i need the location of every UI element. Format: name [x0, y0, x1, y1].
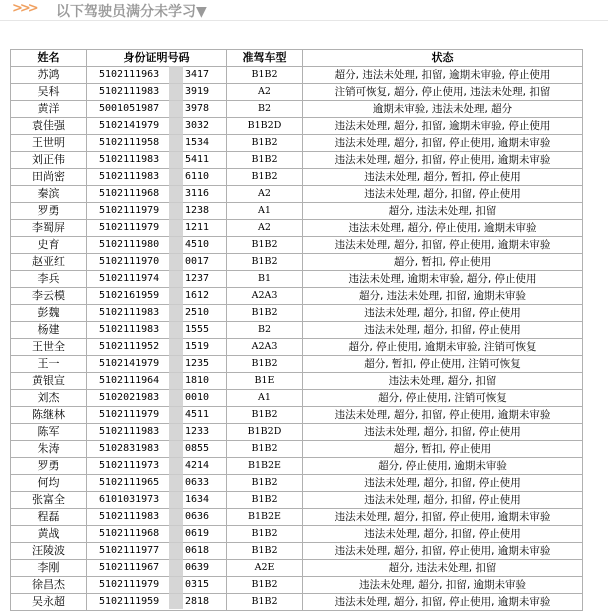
- table-row: [11, 220, 583, 237]
- id-number: [87, 373, 227, 390]
- id-suffix: 4214: [185, 460, 210, 471]
- driver-name: 陈继林: [11, 407, 87, 424]
- id-number: [87, 475, 227, 492]
- license-type: A2: [227, 220, 303, 237]
- id-suffix: 0639: [185, 562, 210, 573]
- id-number: [87, 288, 227, 305]
- id-number: [87, 152, 227, 169]
- table-row: [11, 424, 583, 441]
- table-row: [11, 373, 583, 390]
- license-status: 超分, 违法未处理, 扣留: [303, 560, 583, 577]
- id-suffix: 1519: [185, 341, 210, 352]
- table-row: [11, 492, 583, 509]
- license-status: 超分, 违法未处理, 扣留, 逾期未审验, 停止使用: [303, 67, 583, 84]
- id-prefix: 5102111968: [99, 188, 160, 199]
- table-row: [11, 407, 583, 424]
- driver-name: 李兵: [11, 271, 87, 288]
- table-row: [11, 118, 583, 135]
- license-type: B1B2D: [227, 424, 303, 441]
- license-type: A2A3: [227, 339, 303, 356]
- driver-name: 黄银宣: [11, 373, 87, 390]
- license-type: A1: [227, 390, 303, 407]
- driver-name: 刘正伟: [11, 152, 87, 169]
- driver-name: 王世全: [11, 339, 87, 356]
- table-row: [11, 509, 583, 526]
- id-suffix: 3116: [185, 188, 210, 199]
- id-prefix: 5102111979: [99, 409, 160, 420]
- table-row: [11, 475, 583, 492]
- id-suffix: 1238: [185, 205, 210, 216]
- license-type: B1B2: [227, 152, 303, 169]
- license-status: 超分, 暂扣, 停止使用, 注销可恢复: [303, 356, 583, 373]
- id-number: [87, 169, 227, 186]
- id-number: [87, 594, 227, 611]
- id-number: [87, 526, 227, 543]
- table-row: [11, 560, 583, 577]
- triple-chevron-right-icon: >>>: [12, 1, 36, 16]
- license-status: 违法未处理, 超分, 扣留, 停止使用: [303, 322, 583, 339]
- id-prefix: 5102111973: [99, 460, 160, 471]
- license-type: A2A3: [227, 288, 303, 305]
- id-suffix: 1237: [185, 273, 210, 284]
- license-type: B1B2E: [227, 458, 303, 475]
- license-status: 超分, 暂扣, 停止使用: [303, 441, 583, 458]
- id-prefix: 5102111977: [99, 545, 160, 556]
- id-prefix: 5102111983: [99, 324, 160, 335]
- license-status: 超分, 停止使用, 逾期未审验: [303, 458, 583, 475]
- id-prefix: 5102111980: [99, 239, 160, 250]
- column-header-name: 姓名: [11, 50, 87, 67]
- table-row: [11, 305, 583, 322]
- id-suffix: 3032: [185, 120, 210, 131]
- id-prefix: 5102111967: [99, 562, 160, 573]
- driver-name: 袁佳强: [11, 118, 87, 135]
- license-type: B1B2E: [227, 509, 303, 526]
- table-row: [11, 84, 583, 101]
- driver-name: 程磊: [11, 509, 87, 526]
- id-number: [87, 237, 227, 254]
- table-row: [11, 339, 583, 356]
- id-number: [87, 271, 227, 288]
- id-suffix: 1810: [185, 375, 210, 386]
- license-type: B1B2: [227, 356, 303, 373]
- license-status: 违法未处理, 超分, 扣留, 停止使用, 逾期未审验: [303, 152, 583, 169]
- id-suffix: 1211: [185, 222, 210, 233]
- license-type: B1B2: [227, 67, 303, 84]
- page-title[interactable]: 以下驾驶员满分未学习▼: [56, 4, 207, 20]
- table-row: [11, 526, 583, 543]
- id-suffix: 4510: [185, 239, 210, 250]
- id-number: [87, 322, 227, 339]
- driver-name: 张富全: [11, 492, 87, 509]
- id-number: [87, 305, 227, 322]
- page-header: [0, 0, 608, 22]
- id-prefix: 5102111983: [99, 511, 160, 522]
- license-type: B1B2: [227, 237, 303, 254]
- id-prefix: 5102111952: [99, 341, 160, 352]
- driver-name: 罗勇: [11, 203, 87, 220]
- table-header-row: [11, 50, 583, 67]
- id-number: [87, 186, 227, 203]
- license-status: 违法未处理, 超分, 扣留: [303, 373, 583, 390]
- table-row: [11, 441, 583, 458]
- id-prefix: 5102111958: [99, 137, 160, 148]
- id-prefix: 5102111968: [99, 528, 160, 539]
- id-suffix: 0010: [185, 392, 210, 403]
- driver-name: 田尚密: [11, 169, 87, 186]
- column-header-id: 身份证明号码: [87, 50, 227, 67]
- id-suffix: 2818: [185, 596, 210, 607]
- license-type: B1B2: [227, 577, 303, 594]
- id-suffix: 0618: [185, 545, 210, 556]
- license-type: A2: [227, 186, 303, 203]
- id-number: [87, 101, 227, 118]
- id-suffix: 1233: [185, 426, 210, 437]
- license-type: A1: [227, 203, 303, 220]
- license-type: B1B2: [227, 475, 303, 492]
- license-type: B1B2: [227, 254, 303, 271]
- id-number: [87, 407, 227, 424]
- id-number: [87, 441, 227, 458]
- id-prefix: 6101031973: [99, 494, 160, 505]
- driver-name: 吴科: [11, 84, 87, 101]
- license-type: B1B2: [227, 594, 303, 611]
- column-header-status: 状态: [303, 50, 583, 67]
- license-status: 违法未处理, 超分, 扣留, 停止使用: [303, 475, 583, 492]
- id-suffix: 1634: [185, 494, 210, 505]
- license-type: B1B2: [227, 492, 303, 509]
- table-row: [11, 169, 583, 186]
- driver-name: 刘杰: [11, 390, 87, 407]
- table-row: [11, 237, 583, 254]
- license-status: 违法未处理, 超分, 扣留, 停止使用: [303, 305, 583, 322]
- id-prefix: 5102831983: [99, 443, 160, 454]
- license-type: A2: [227, 84, 303, 101]
- driver-name: 李刚: [11, 560, 87, 577]
- id-suffix: 0855: [185, 443, 210, 454]
- license-status: 逾期未审验, 违法未处理, 超分: [303, 101, 583, 118]
- id-suffix: 5411: [185, 154, 210, 165]
- table-row: [11, 322, 583, 339]
- driver-name: 王世明: [11, 135, 87, 152]
- id-prefix: 5102111983: [99, 154, 160, 165]
- license-status: 超分, 违法未处理, 扣留, 逾期未审验: [303, 288, 583, 305]
- table-row: [11, 543, 583, 560]
- table-row: [11, 67, 583, 84]
- table-row: [11, 271, 583, 288]
- id-prefix: 5102111979: [99, 222, 160, 233]
- license-status: 违法未处理, 超分, 扣留, 停止使用, 逾期未审验: [303, 509, 583, 526]
- license-status: 违法未处理, 逾期未审验, 超分, 停止使用: [303, 271, 583, 288]
- license-type: B2: [227, 322, 303, 339]
- driver-name: 赵亚红: [11, 254, 87, 271]
- id-prefix: 5102111983: [99, 171, 160, 182]
- id-prefix: 5102111959: [99, 596, 160, 607]
- license-status: 违法未处理, 超分, 扣留, 逾期未审验: [303, 577, 583, 594]
- id-prefix: 5102141979: [99, 120, 160, 131]
- license-status: 违法未处理, 超分, 扣留, 逾期未审验, 停止使用: [303, 118, 583, 135]
- table-row: [11, 288, 583, 305]
- column-header-license-type: 准驾车型: [227, 50, 303, 67]
- driver-name: 何均: [11, 475, 87, 492]
- driver-name: 朱涛: [11, 441, 87, 458]
- license-type: B1B2: [227, 305, 303, 322]
- id-redaction-bar: [169, 66, 183, 609]
- driver-table-container: [10, 49, 582, 611]
- id-number: [87, 203, 227, 220]
- license-type: A2E: [227, 560, 303, 577]
- table-row: [11, 254, 583, 271]
- license-type: B1B2: [227, 169, 303, 186]
- table-row: [11, 577, 583, 594]
- table-row: [11, 152, 583, 169]
- license-type: B1B2: [227, 543, 303, 560]
- id-prefix: 5102021983: [99, 392, 160, 403]
- driver-name: 史育: [11, 237, 87, 254]
- license-status: 违法未处理, 超分, 暂扣, 停止使用: [303, 169, 583, 186]
- id-prefix: 5102111979: [99, 579, 160, 590]
- table-row: [11, 203, 583, 220]
- license-status: 违法未处理, 超分, 扣留, 停止使用: [303, 492, 583, 509]
- id-prefix: 5102111979: [99, 205, 160, 216]
- id-suffix: 1612: [185, 290, 210, 301]
- license-status: 违法未处理, 超分, 停止使用, 逾期未审验: [303, 220, 583, 237]
- id-suffix: 1235: [185, 358, 210, 369]
- license-type: B1B2: [227, 407, 303, 424]
- id-suffix: 1555: [185, 324, 210, 335]
- id-prefix: 5102141979: [99, 358, 160, 369]
- license-status: 违法未处理, 超分, 扣留, 停止使用, 逾期未审验: [303, 237, 583, 254]
- id-suffix: 2510: [185, 307, 210, 318]
- driver-name: 黄战: [11, 526, 87, 543]
- driver-name: 陈军: [11, 424, 87, 441]
- license-status: 违法未处理, 超分, 扣留, 停止使用, 逾期未审验: [303, 594, 583, 611]
- driver-name: 李云模: [11, 288, 87, 305]
- license-status: 超分, 违法未处理, 扣留: [303, 203, 583, 220]
- table-row: [11, 356, 583, 373]
- table-row: [11, 101, 583, 118]
- id-number: [87, 458, 227, 475]
- table-body: [11, 67, 583, 611]
- driver-name: 罗勇: [11, 458, 87, 475]
- license-status: 超分, 暂扣, 停止使用: [303, 254, 583, 271]
- id-suffix: 4511: [185, 409, 210, 420]
- license-type: B1: [227, 271, 303, 288]
- id-suffix: 0017: [185, 256, 210, 267]
- id-suffix: 3978: [185, 103, 210, 114]
- license-status: 超分, 停止使用, 注销可恢复: [303, 390, 583, 407]
- id-prefix: 5001051987: [99, 103, 160, 114]
- id-prefix: 5102111983: [99, 307, 160, 318]
- id-suffix: 0633: [185, 477, 210, 488]
- id-suffix: 0636: [185, 511, 210, 522]
- table-row: [11, 594, 583, 611]
- id-prefix: 5102111964: [99, 375, 160, 386]
- driver-name: 徐昌杰: [11, 577, 87, 594]
- id-prefix: 5102111970: [99, 256, 160, 267]
- id-number: [87, 560, 227, 577]
- driver-name: 王一: [11, 356, 87, 373]
- id-number: [87, 492, 227, 509]
- driver-table: [10, 49, 583, 611]
- id-suffix: 6110: [185, 171, 210, 182]
- license-status: 违法未处理, 超分, 扣留, 停止使用, 逾期未审验: [303, 407, 583, 424]
- license-status: 违法未处理, 超分, 扣留, 停止使用: [303, 526, 583, 543]
- table-row: [11, 458, 583, 475]
- id-number: [87, 543, 227, 560]
- license-type: B2: [227, 101, 303, 118]
- driver-name: 李蜀屏: [11, 220, 87, 237]
- driver-name: 秦滨: [11, 186, 87, 203]
- license-status: 违法未处理, 超分, 扣留, 停止使用, 逾期未审验: [303, 543, 583, 560]
- id-number: [87, 84, 227, 101]
- id-suffix: 3919: [185, 86, 210, 97]
- id-prefix: 5102111983: [99, 86, 160, 97]
- license-type: B1B2: [227, 441, 303, 458]
- id-number: [87, 509, 227, 526]
- id-suffix: 1534: [185, 137, 210, 148]
- id-number: [87, 339, 227, 356]
- license-status: 违法未处理, 超分, 扣留, 停止使用: [303, 424, 583, 441]
- id-suffix: 3417: [185, 69, 210, 80]
- id-suffix: 0619: [185, 528, 210, 539]
- id-prefix: 5102111963: [99, 69, 160, 80]
- id-number: [87, 254, 227, 271]
- id-number: [87, 577, 227, 594]
- id-number: [87, 118, 227, 135]
- id-prefix: 5102111974: [99, 273, 160, 284]
- driver-name: 杨建: [11, 322, 87, 339]
- driver-name: 吴永超: [11, 594, 87, 611]
- id-number: [87, 356, 227, 373]
- id-suffix: 0315: [185, 579, 210, 590]
- table-row: [11, 135, 583, 152]
- id-prefix: 5102111965: [99, 477, 160, 488]
- id-prefix: 5102111983: [99, 426, 160, 437]
- license-status: 超分, 停止使用, 逾期未审验, 注销可恢复: [303, 339, 583, 356]
- id-number: [87, 67, 227, 84]
- license-type: B1B2D: [227, 118, 303, 135]
- license-status: 注销可恢复, 超分, 停止使用, 违法未处理, 扣留: [303, 84, 583, 101]
- driver-name: 黄洋: [11, 101, 87, 118]
- license-status: 违法未处理, 超分, 扣留, 停止使用: [303, 186, 583, 203]
- id-number: [87, 424, 227, 441]
- id-number: [87, 220, 227, 237]
- license-status: 违法未处理, 超分, 扣留, 停止使用, 逾期未审验: [303, 135, 583, 152]
- table-row: [11, 390, 583, 407]
- id-prefix: 5102161959: [99, 290, 160, 301]
- id-number: [87, 135, 227, 152]
- license-type: B1B2: [227, 526, 303, 543]
- driver-name: 汪陵波: [11, 543, 87, 560]
- table-row: [11, 186, 583, 203]
- id-number: [87, 390, 227, 407]
- driver-name: 彭魏: [11, 305, 87, 322]
- header-divider: [0, 20, 608, 21]
- license-type: B1E: [227, 373, 303, 390]
- license-type: B1B2: [227, 135, 303, 152]
- driver-name: 苏鸿: [11, 67, 87, 84]
